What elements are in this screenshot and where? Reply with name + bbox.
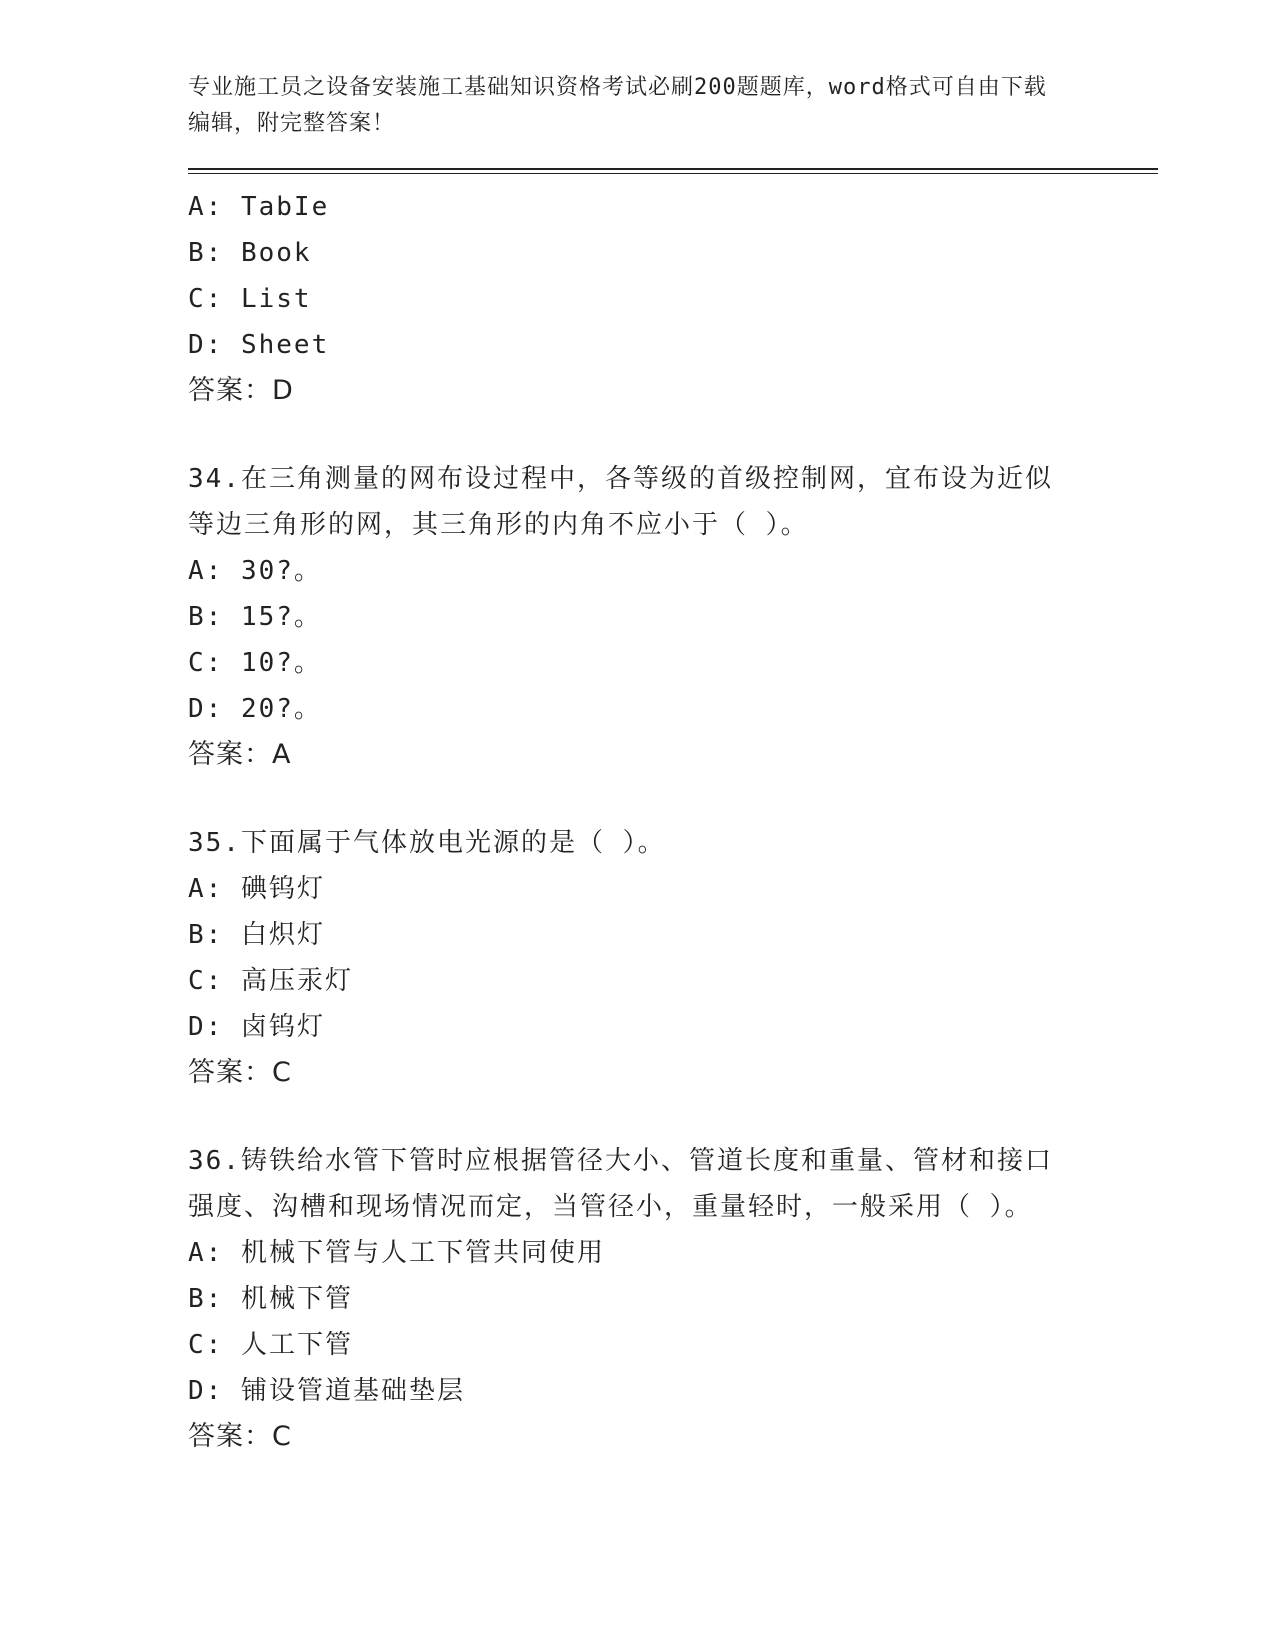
option-d: D: 铺设管道基础垫层 (188, 1376, 465, 1406)
question-35 (188, 820, 1158, 1096)
option-a: A: 碘钨灯 (188, 874, 325, 904)
question-text: 36.铸铁给水管下管时应根据管径大小、管道长度和重量、管材和接口强度、沟槽和现场情况而定，当管径小，重量轻时，一般采用（ ）。 (188, 1146, 1053, 1222)
option-a: A: 30?。 (188, 556, 322, 586)
option-c: C: 10?。 (188, 648, 322, 678)
option-c: C: List (188, 284, 312, 314)
option-b: B: Book (188, 238, 312, 268)
question-text: 34.在三角测量的网布设过程中，各等级的首级控制网，宜布设为近似等边三角形的网，其三角形的内角不应小于（ ）。 (188, 464, 1053, 540)
document-page (188, 70, 1158, 1460)
option-a: A: TabIe (188, 192, 330, 222)
option-c: C: 人工下管 (188, 1330, 353, 1360)
document-content (188, 184, 1158, 1460)
option-b: B: 机械下管 (188, 1284, 353, 1314)
option-b: B: 15?。 (188, 602, 322, 632)
answer: 答案：C (188, 1421, 292, 1452)
answer: 答案：C (188, 1057, 292, 1088)
question-34 (188, 456, 1158, 778)
option-a: A: 机械下管与人工下管共同使用 (188, 1238, 605, 1268)
option-d: D: 20?。 (188, 694, 322, 724)
option-d: D: 卤钨灯 (188, 1012, 325, 1042)
option-d: D: Sheet (188, 330, 330, 360)
answer: 答案：A (188, 739, 292, 770)
document-header: 专业施工员之设备安装施工基础知识资格考试必刷200题题库，word格式可自由下载编辑，附完整答案！ (188, 75, 1047, 136)
option-b: B: 白炽灯 (188, 920, 325, 950)
answer: 答案：D (188, 375, 294, 406)
question-text: 35.下面属于气体放电光源的是（ ）。 (188, 828, 666, 858)
option-c: C: 高压汞灯 (188, 966, 353, 996)
question-partial (188, 184, 1158, 414)
header-divider (188, 168, 1158, 174)
question-36 (188, 1138, 1158, 1460)
